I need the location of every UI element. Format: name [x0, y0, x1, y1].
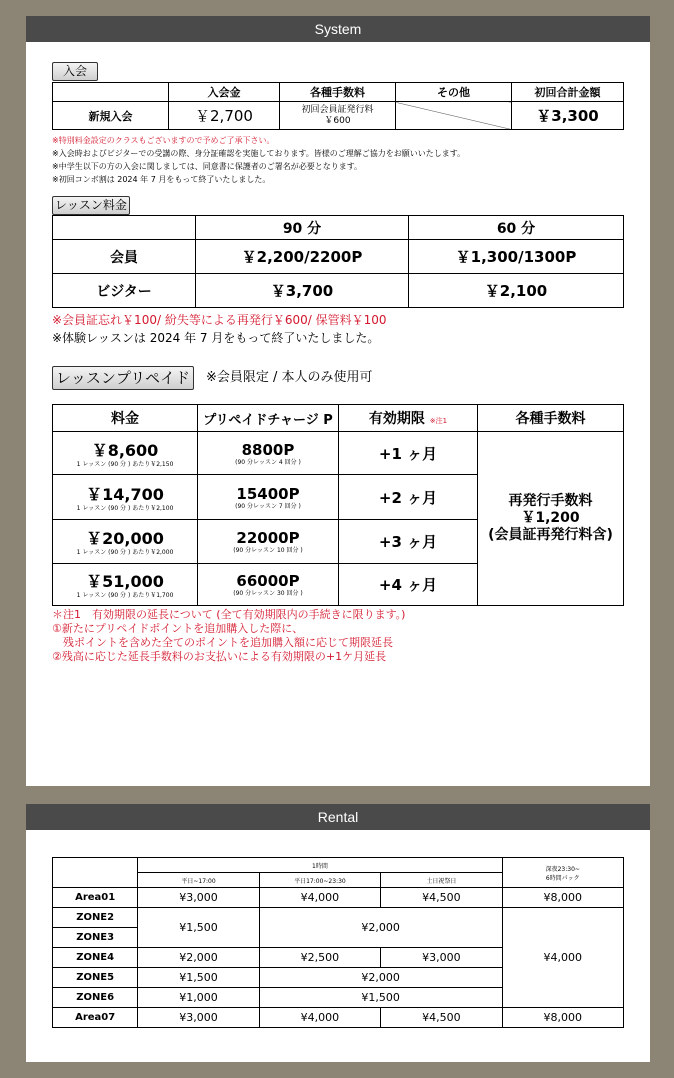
rental-header-holiday: 土日祝祭日	[381, 873, 502, 888]
prepaid-charge-sub: (90 分レッスン 4 回分 )	[235, 458, 301, 466]
prepaid-charge: 66000P	[236, 572, 300, 590]
prepaid-tag-note: ※会員限定 / 本人のみ使用可	[206, 370, 373, 385]
enroll-card-fee-label: 初回会員証発行料	[301, 104, 374, 115]
enroll-table	[52, 82, 624, 130]
lesson-table	[52, 215, 624, 308]
rental-cell: ¥4,500	[381, 888, 502, 908]
prepaid-price: ￥14,700	[86, 484, 164, 504]
enroll-header-fees: 各種手数料	[280, 83, 396, 102]
rental-row-zone2: ZONE2	[53, 908, 138, 928]
prepaid-row-charge	[198, 475, 339, 520]
prepaid-note-3: 残ポイントを含めた全てのポイントを追加購入額に応じて期限延長	[52, 636, 393, 649]
lesson-header-60: 60 分	[409, 216, 624, 240]
enroll-row-total: ￥3,300	[512, 102, 624, 130]
prepaid-row-period: +1 ヶ月	[339, 432, 478, 475]
enroll-note-1: ※入会時およびビジターでの受講の際、身分証確認を実施しております。皆様のご理解ご協力をお願いいたします。	[52, 149, 466, 158]
prepaid-row-price	[53, 564, 198, 606]
rental-cell: ¥1,500	[138, 968, 259, 988]
rental-cell: ¥8,000	[502, 888, 623, 908]
rental-cell: ¥1,500	[138, 908, 259, 948]
prepaid-price-sub: 1 レッスン (90 分 ) あたり￥1,700	[76, 592, 174, 599]
rental-table	[52, 857, 624, 1028]
rental-row-zone5: ZONE5	[53, 968, 138, 988]
enroll-row-label: 新規入会	[53, 102, 169, 130]
lesson-member-60: ￥1,300/1300P	[409, 240, 624, 274]
prepaid-header-period-label: 有効期限	[368, 411, 425, 427]
lesson-visitor-60: ￥2,100	[409, 274, 624, 308]
prepaid-price: ￥20,000	[86, 529, 164, 548]
rental-cell: ¥4,500	[381, 1008, 502, 1028]
lesson-row-label: 会員	[53, 240, 196, 274]
rental-row-zone3: ZONE3	[53, 928, 138, 948]
enroll-header-total: 初回合計金額	[512, 83, 624, 102]
rental-row-area07: Area07	[53, 1008, 138, 1028]
lesson-note: ※体験レッスンは 2024 年 7 月をもって終了いたしました。	[52, 331, 380, 345]
prepaid-note-1: ＊注1 有効期限の延長について (全て有効期限内の手続きに限ります。)	[52, 608, 406, 621]
lesson-note-red: ※会員証忘れ￥100/ 紛失等による再発行￥600/ 保管料￥100	[52, 313, 387, 327]
enroll-row-fees	[280, 102, 396, 130]
rental-cell: ¥4,000	[259, 888, 380, 908]
rental-cell: ¥1,000	[138, 988, 259, 1008]
prepaid-price: ￥8,600	[91, 440, 159, 460]
enroll-row-fee: ￥2,700	[169, 102, 280, 130]
prepaid-row-period: +2 ヶ月	[339, 475, 478, 520]
prepaid-charge-sub: (90 分レッスン 10 回分 )	[233, 547, 303, 554]
rental-cell: ¥3,000	[138, 1008, 259, 1028]
prepaid-header-charge: プリペイドチャージ P	[198, 405, 339, 432]
prepaid-charge: 15400P	[236, 484, 300, 503]
prepaid-note-4: ②残高に応じた延長手数料のお支払いによる有効期限の+1ケ月延長	[52, 650, 387, 663]
prepaid-row-charge	[198, 432, 339, 475]
enroll-note-2: ※中学生以下の方の入会に関しましては、同意書に保護者のご署名が必要となります。	[52, 162, 363, 171]
enroll-note-red: ※特別料金設定のクラスもございますので予めご了承下さい。	[52, 136, 275, 145]
rental-row-area01: Area01	[53, 888, 138, 908]
prepaid-charge: 8800P	[241, 440, 295, 459]
rental-cell: ¥4,000	[502, 908, 623, 1008]
lesson-member-90: ￥2,200/2200P	[196, 240, 409, 274]
prepaid-row-price	[53, 432, 198, 475]
prepaid-price-sub: 1 レッスン (90 分 ) あたり￥2,150	[76, 460, 174, 468]
rental-cell: ¥3,000	[138, 888, 259, 908]
prepaid-header-period	[339, 405, 478, 432]
prepaid-charge: 22000P	[236, 529, 300, 547]
prepaid-table	[52, 404, 624, 606]
rental-cell: ¥2,000	[138, 948, 259, 968]
enroll-row-other	[396, 102, 512, 130]
rental-header-weekday-day: 平日~17:00	[138, 873, 259, 888]
rental-header-weekday-night: 平日17:00~23:30	[259, 873, 380, 888]
prepaid-row-price	[53, 520, 198, 564]
rental-header-night	[502, 858, 623, 888]
lesson-header-blank	[53, 216, 196, 240]
lesson-header-90: 90 分	[196, 216, 409, 240]
enroll-tag: 入会	[52, 62, 98, 81]
prepaid-fee-note: (会員証再発行料含)	[488, 527, 613, 543]
prepaid-price-sub: 1 レッスン (90 分 ) あたり￥2,100	[76, 504, 174, 512]
enroll-header-other: その他	[396, 83, 512, 102]
enroll-note-3: ※初回コンボ割は 2024 年 7 月をもって終了いたしました。	[52, 175, 271, 184]
enroll-header-fee: 入会金	[169, 83, 280, 102]
rental-cell: ¥2,000	[259, 908, 502, 948]
prepaid-row-charge	[198, 564, 339, 606]
lesson-visitor-90: ￥3,700	[196, 274, 409, 308]
prepaid-row-price	[53, 475, 198, 520]
prepaid-tag: レッスンプリペイド	[52, 366, 194, 390]
system-title-bar: System	[26, 16, 650, 42]
lesson-tag: レッスン料金	[52, 196, 130, 215]
enroll-card-fee-value: ￥600	[324, 115, 351, 126]
rental-title-bar: Rental	[26, 804, 650, 830]
rental-header-hour: 1時間	[138, 858, 502, 873]
prepaid-header-price: 料金	[53, 405, 198, 432]
enroll-header-blank	[53, 83, 169, 102]
prepaid-row-charge	[198, 520, 339, 564]
prepaid-row-period: +3 ヶ月	[339, 520, 478, 564]
prepaid-fee-value: ￥1,200	[521, 510, 580, 526]
rental-cell: ¥1,500	[259, 988, 502, 1008]
prepaid-charge-sub: (90 分レッスン 30 回分 )	[233, 590, 303, 597]
rental-header-blank	[53, 858, 138, 888]
system-panel	[26, 16, 650, 786]
prepaid-charge-sub: (90 分レッスン 7 回分 )	[235, 502, 301, 510]
rental-row-zone4: ZONE4	[53, 948, 138, 968]
prepaid-fees-cell	[478, 432, 624, 606]
prepaid-note-2: ①新たにプリペイドポイントを追加購入した際に、	[52, 622, 304, 635]
rental-cell: ¥3,000	[381, 948, 502, 968]
prepaid-header-fees: 各種手数料	[478, 405, 624, 432]
rental-night-label-2: 6時間パック	[545, 874, 580, 882]
prepaid-row-period: +4 ヶ月	[339, 564, 478, 606]
rental-night-label-1: 深夜23:30~	[545, 865, 580, 873]
rental-row-zone6: ZONE6	[53, 988, 138, 1008]
rental-cell: ¥8,000	[502, 1008, 623, 1028]
rental-cell: ¥2,500	[259, 948, 380, 968]
prepaid-header-period-note: ※注1	[429, 417, 448, 425]
rental-cell: ¥2,000	[259, 968, 502, 988]
lesson-row-label: ビジター	[53, 274, 196, 308]
prepaid-price: ￥51,000	[86, 572, 164, 591]
rental-panel	[26, 804, 650, 1062]
prepaid-price-sub: 1 レッスン (90 分 ) あたり￥2,000	[76, 549, 174, 556]
rental-cell: ¥4,000	[259, 1008, 380, 1028]
prepaid-fee-label: 再発行手数料	[508, 493, 593, 509]
